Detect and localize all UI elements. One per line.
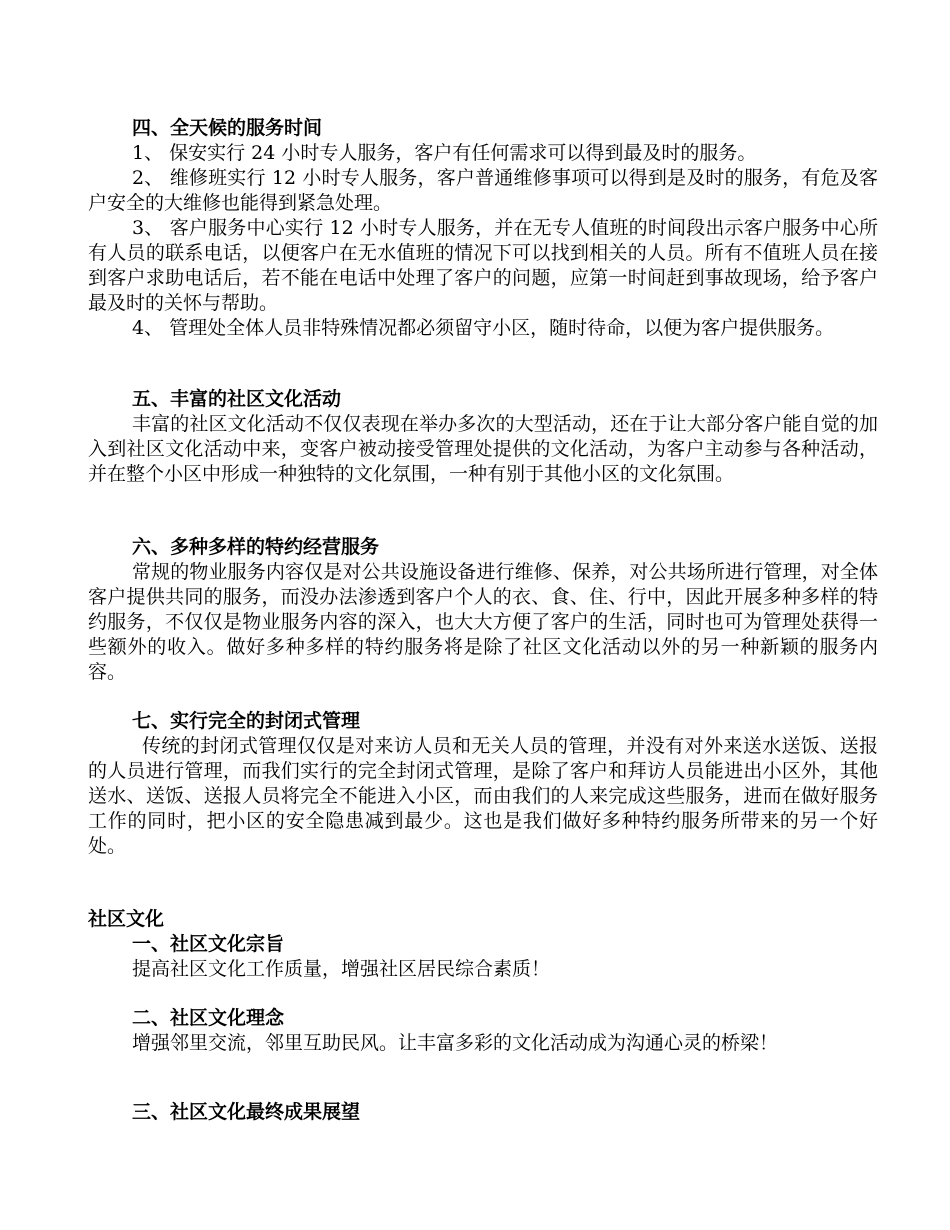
section-5: [88, 387, 878, 487]
section-6-heading: 六、多种多样的特约经营服务: [132, 536, 380, 558]
section-7: [88, 709, 878, 859]
culture-s2: [88, 1006, 878, 1056]
culture-s3: [88, 1100, 878, 1125]
section-4-item-2: 2、 维修班实行 12 小时专人服务，客户普通维修事项可以得到是及时的服务，有危及客户安全的大维修也能得到紧急处理。: [88, 167, 878, 214]
culture-s1-body: 提高社区文化工作质量，增强社区居民综合素质！: [132, 958, 551, 980]
culture-s1-heading: 一、社区文化宗旨: [132, 933, 285, 955]
culture-title: 社区文化: [88, 908, 165, 930]
section-4-item-4: 4、 管理处全体人员非特殊情况都必须留守小区，随时待命，以便为客户提供服务。: [132, 317, 835, 339]
section-7-body: 传统的封闭式管理仅仅是对来访人员和无关人员的管理，并没有对外来送水送饭、送报的人员进行管理，而我们实行的完全封闭式管理，是除了客户和拜访人员能进出小区外，其他送水、送饭、送报人员将完全不能进入小区，而由我们的人来完成这些服务，进而在做好服务工作的同时，把小区的安全隐患减到最少。这也是我们做好多种特约服务所带来的另一个好处。: [88, 735, 878, 857]
section-5-heading: 五、丰富的社区文化活动: [132, 388, 342, 410]
section-6-body: 常规的物业服务内容仅是对公共设施设备进行维修、保养，对公共场所进行管理，对全体客户提供共同的服务，而没办法渗透到客户个人的衣、食、住、行中，因此开展多种多样的特约服务，不仅仅是物业服务内容的深入，也大大方便了客户的生活，同时也可为管理处获得一些额外的收入。做好多种多样的特约服务将是除了社区文化活动以外的另一种新颖的服务内容。: [88, 561, 878, 683]
section-5-body: 丰富的社区文化活动不仅仅表现在举办多次的大型活动，还在于让大部分客户能自觉的加入到社区文化活动中来，变客户被动接受管理处提供的文化活动，为客户主动参与各种活动，并在整个小区中形成一种独特的文化氛围，一种有别于其他小区的文化氛围。: [88, 413, 878, 485]
section-6: [88, 535, 878, 685]
culture-s2-heading: 二、社区文化理念: [132, 1007, 285, 1029]
section-4-item-3: 3、 客户服务中心实行 12 小时专人服务，并在无专人值班的时间段出示客户服务中心所有人员的联系电话，以便客户在无水值班的情况下可以找到相关的人员。所有不值班人员在接到客户求助电话后，若不能在电话中处理了客户的问题，应第一时间赶到事故现场，给予客户最及时的关怀与帮助。: [88, 217, 878, 314]
culture-s2-body: 增强邻里交流，邻里互助民风。让丰富多彩的文化活动成为沟通心灵的桥梁！: [132, 1032, 779, 1054]
section-7-heading: 七、实行完全的封闭式管理: [132, 710, 361, 732]
culture-s3-heading: 三、社区文化最终成果展望: [132, 1101, 361, 1123]
section-4-heading: 四、全天候的服务时间: [132, 117, 323, 139]
culture-section: [88, 907, 878, 982]
section-4-item-1: 1、 保安实行 24 小时专人服务，客户有任何需求可以得到最及时的服务。: [132, 142, 757, 164]
section-4: [88, 116, 878, 341]
